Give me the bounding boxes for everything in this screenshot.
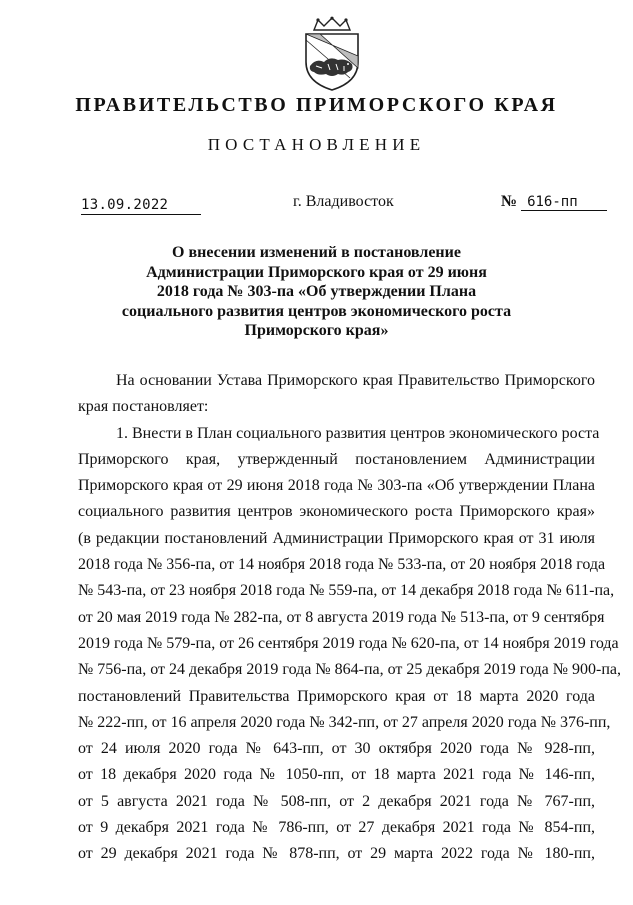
government-title: ПРАВИТЕЛЬСТВО ПРИМОРСКОГО КРАЯ (75, 94, 558, 116)
body-line: от 20 мая 2019 года № 282-па, от 8 августа 2019 года № 513-па, от 9 сентября (78, 608, 605, 626)
body-line: 2018 года № 356-па, от 14 ноября 2018 года № 533-па, от 20 ноября 2018 года (78, 556, 606, 574)
body-line: (в редакции постановлений Администрации Приморского края от 31 июля (78, 529, 595, 547)
document-heading (90, 243, 543, 341)
body-line: На основании Устава Приморского края Правительство Приморского (116, 372, 595, 389)
body-line: Приморского края от 29 июня 2018 года № 303-па «Об утверждении Плана (78, 477, 595, 495)
coat-of-arms-icon (300, 16, 364, 92)
body-line: № 222-пп, от 16 апреля 2020 года № 342-пп, от 27 апреля 2020 года № 376-пп, (78, 713, 611, 731)
body-line: от 29 декабря 2021 года № 878-пп, от 29 марта 2022 года № 180-пп, (78, 845, 595, 863)
body-line: Приморского края, утвержденный постановлением Администрации (78, 450, 595, 468)
heading-line: Администрации Приморского края от 29 июня (146, 263, 487, 281)
heading-line: Приморского края» (244, 322, 389, 339)
body-line: от 18 декабря 2020 года № 1050-пп, от 18 марта 2021 года № 146-пп, (78, 766, 595, 784)
document-number: 616-пп (521, 194, 607, 211)
body-line: постановлений Правительства Приморского края от 18 марта 2020 года (78, 687, 595, 705)
body-line: от 24 июля 2020 года № 643-пп, от 30 октября 2020 года № 928-пп, (78, 740, 595, 758)
heading-line: О внесении изменений в постановление (172, 244, 461, 261)
document-type: ПОСТАНОВЛЕНИЕ (207, 135, 426, 154)
document-date: 13.09.2022 (81, 197, 201, 215)
document-number-block (501, 193, 611, 211)
heading-line: социального развития центров экономического роста (121, 302, 512, 320)
heading-line: 2018 года № 303-па «Об утверждении Плана (156, 283, 477, 300)
number-sign: № (501, 193, 518, 210)
body-line: от 9 декабря 2021 года № 786-пп, от 27 декабря 2021 года № 854-пп, (78, 819, 595, 837)
body-line: социального развития центров экономического роста Приморского края» (78, 503, 595, 521)
body-line: № 756-па, от 24 декабря 2019 года № 864-па, от 25 декабря 2019 года № 900-па, (78, 661, 621, 679)
body-line: 2019 года № 579-па, от 26 сентября 2019 года № 620-па, от 14 ноября 2019 года (78, 634, 619, 652)
body-line: 1. Внести в План социального развития центров экономического роста (116, 424, 600, 442)
body-line: № 543-па, от 23 ноября 2018 года № 559-па, от 14 декабря 2018 года № 611-па, (78, 582, 615, 600)
document-body (78, 368, 621, 868)
document-city: г. Владивосток (293, 193, 394, 210)
body-line: края постановляет: (78, 398, 209, 416)
body-line: от 5 августа 2021 года № 508-пп, от 2 декабря 2021 года № 767-пп, (78, 792, 595, 810)
